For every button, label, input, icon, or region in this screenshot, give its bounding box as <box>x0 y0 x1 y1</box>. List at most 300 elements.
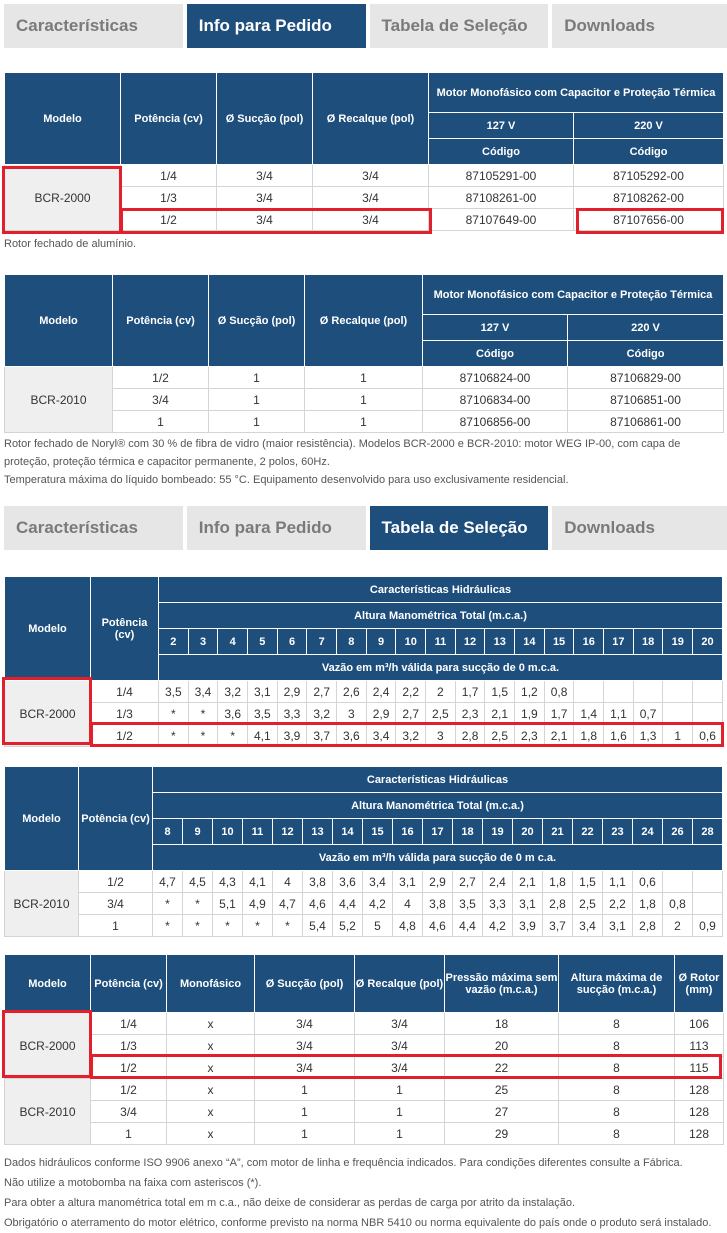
cell: 1/4 <box>91 1013 167 1035</box>
col-motor: Motor Monofásico com Capacitor e Proteção Térmica <box>429 73 724 113</box>
cell <box>693 703 723 725</box>
height-header: 26 <box>663 819 693 845</box>
cell: 1 <box>209 367 305 389</box>
col-modelo: Modelo <box>5 767 79 871</box>
height-header: 12 <box>455 629 485 655</box>
cell: 29 <box>445 1123 559 1145</box>
cell: 2,4 <box>366 681 396 703</box>
cell: 2,8 <box>633 915 663 937</box>
cell <box>574 681 604 703</box>
cell: 1,4 <box>574 703 604 725</box>
cell: x <box>167 1079 255 1101</box>
cell: 2,1 <box>485 703 515 725</box>
height-header: 11 <box>426 629 456 655</box>
height-header: 14 <box>515 629 545 655</box>
cell: 25 <box>445 1079 559 1101</box>
height-header: 18 <box>453 819 483 845</box>
col-altura: Altura Manométrica Total (m.c.a.) <box>159 603 723 629</box>
cell: * <box>183 893 213 915</box>
cell: * <box>188 703 218 725</box>
cell: 1 <box>91 1123 167 1145</box>
cell: 8 <box>559 1057 675 1079</box>
col-potencia: Potência (cv) <box>121 73 217 165</box>
cell: 3/4 <box>217 165 313 187</box>
cell <box>693 871 723 893</box>
tab-caracteristicas[interactable]: Características <box>4 506 183 550</box>
summary-col-header: Ø Sucção (pol) <box>255 955 355 1013</box>
height-header: 15 <box>544 629 574 655</box>
cell: 3,4 <box>366 725 396 747</box>
cell: 3/4 <box>255 1013 355 1035</box>
table-row <box>5 1079 724 1101</box>
col-codigo-220: Código <box>568 341 724 367</box>
cell: 20 <box>445 1035 559 1057</box>
height-header: 14 <box>333 819 363 845</box>
cell: 3/4 <box>255 1057 355 1079</box>
cell: 1,8 <box>633 893 663 915</box>
table-row <box>5 1057 724 1079</box>
cell: 1/2 <box>121 209 217 231</box>
cell: 3,4 <box>573 915 603 937</box>
height-header: 6 <box>277 629 307 655</box>
tab-caracteristicas[interactable]: Características <box>4 4 183 48</box>
cell: x <box>167 1123 255 1145</box>
cell: 8 <box>559 1101 675 1123</box>
cell: 1/3 <box>121 187 217 209</box>
cell: * <box>243 915 273 937</box>
cell: 3,5 <box>453 893 483 915</box>
summary-col-header: Ø Rotor (mm) <box>675 955 724 1013</box>
cell: 2,5 <box>573 893 603 915</box>
summary-col-header: Altura máxima de sucção (m.c.a.) <box>559 955 675 1013</box>
cell: 1/2 <box>91 1079 167 1101</box>
table-row <box>5 367 724 389</box>
height-header: 9 <box>183 819 213 845</box>
cell: 4,2 <box>483 915 513 937</box>
cell: 5,1 <box>213 893 243 915</box>
height-header: 19 <box>663 629 693 655</box>
col-altura: Altura Manométrica Total (m.c.a.) <box>153 793 723 819</box>
cell: 2,4 <box>483 871 513 893</box>
cell: x <box>167 1013 255 1035</box>
cell: 3,3 <box>483 893 513 915</box>
height-header: 8 <box>153 819 183 845</box>
cell: 8 <box>559 1013 675 1035</box>
cell: 115 <box>675 1057 724 1079</box>
cell: 1/2 <box>91 1057 167 1079</box>
cell <box>663 871 693 893</box>
height-header: 7 <box>307 629 337 655</box>
footnote: Dados hidráulicos conforme ISO 9906 anexo “A”, com motor de linha e frequência indicados. Para condições diferentes consulte a Fábrica. <box>4 1157 683 1169</box>
cell: 3/4 <box>355 1057 445 1079</box>
table-row <box>5 1013 724 1035</box>
cell: 3 <box>337 703 367 725</box>
height-header: 24 <box>633 819 663 845</box>
cell: 8 <box>559 1123 675 1145</box>
height-header: 19 <box>483 819 513 845</box>
cell: 113 <box>675 1035 724 1057</box>
cell: x <box>167 1035 255 1057</box>
cell: 87107656-00 <box>574 209 724 231</box>
tab-tabela-selecao[interactable]: Tabela de Seleção <box>370 4 549 48</box>
col-codigo-220: Código <box>574 139 724 165</box>
col-succao: Ø Sucção (pol) <box>209 275 305 367</box>
height-header: 17 <box>423 819 453 845</box>
cell: 3,6 <box>337 725 367 747</box>
table-row <box>5 165 724 187</box>
cell: 1/3 <box>91 1035 167 1057</box>
cell: 2,7 <box>307 681 337 703</box>
cell: 2,3 <box>515 725 545 747</box>
cell: 87106861-00 <box>568 411 724 433</box>
col-127v: 127 V <box>423 315 568 341</box>
cell: 87106851-00 <box>568 389 724 411</box>
cell: 4,1 <box>243 871 273 893</box>
col-caracteristicas: Características Hidráulicas <box>159 577 723 603</box>
tab-downloads[interactable]: Downloads <box>552 4 727 48</box>
height-header: 8 <box>337 629 367 655</box>
cell: * <box>159 703 189 725</box>
cell: * <box>153 915 183 937</box>
cell: 3/4 <box>79 893 153 915</box>
cell: 4,4 <box>453 915 483 937</box>
selection-table-bcr2000 <box>4 576 723 747</box>
cell: 3,6 <box>218 703 248 725</box>
cell: 3/4 <box>313 187 429 209</box>
cell: 87106829-00 <box>568 367 724 389</box>
col-220v: 220 V <box>568 315 724 341</box>
height-header: 9 <box>366 629 396 655</box>
height-header: 13 <box>303 819 333 845</box>
cell: 2,1 <box>513 871 543 893</box>
col-vazao: Vazão em m³/h válida para sucção de 0 m.c.a. <box>159 655 723 681</box>
note-rotor-noryl: Rotor fechado de Noryl® com 30 % de fibra de vidro (maior resistência). Modelos BCR-2000 e BCR-2010: motor WEG IP-00, com capa de proteção, proteção térmica e capacitor permanente, 2 polos, 60Hz. <box>4 438 681 468</box>
col-recalque: Ø Recalque (pol) <box>305 275 423 367</box>
cell <box>693 681 723 703</box>
col-caracteristicas: Características Hidráulicas <box>153 767 723 793</box>
model-cell: BCR-2000 <box>5 681 91 747</box>
cell: * <box>188 725 218 747</box>
cell: 4,2 <box>363 893 393 915</box>
cell: 1 <box>255 1079 355 1101</box>
cell: 3,1 <box>248 681 278 703</box>
col-220v: 220 V <box>574 113 724 139</box>
table-row <box>5 893 723 915</box>
cell: 2,8 <box>543 893 573 915</box>
cell: 1 <box>79 915 153 937</box>
order-table-bcr2010 <box>4 274 724 433</box>
cell: 1,2 <box>515 681 545 703</box>
cell: 1 <box>209 389 305 411</box>
cell: 1/4 <box>91 681 159 703</box>
cell: 3,7 <box>543 915 573 937</box>
cell: * <box>218 725 248 747</box>
table-row <box>5 1035 724 1057</box>
cell: 3,1 <box>513 893 543 915</box>
cell: 5 <box>363 915 393 937</box>
cell <box>633 681 663 703</box>
col-modelo: Modelo <box>5 275 113 367</box>
cell: 4,1 <box>248 725 278 747</box>
cell: 8 <box>559 1079 675 1101</box>
cell: 1 <box>305 389 423 411</box>
order-table-bcr2000 <box>4 72 724 231</box>
cell: 18 <box>445 1013 559 1035</box>
col-codigo-127: Código <box>429 139 574 165</box>
cell: 1/4 <box>121 165 217 187</box>
height-header: 5 <box>248 629 278 655</box>
table-row <box>5 1101 724 1123</box>
cell: 0,6 <box>693 725 723 747</box>
cell: 2,9 <box>423 871 453 893</box>
note-temperatura: Temperatura máxima do líquido bombeado: 55 °C. Equipamento desenvolvido para uso exclusivamente residencial. <box>4 474 569 486</box>
table-row <box>5 681 723 703</box>
cell: * <box>183 915 213 937</box>
cell: 0,9 <box>693 915 723 937</box>
cell: 4,3 <box>213 871 243 893</box>
height-header: 2 <box>159 629 189 655</box>
height-header: 21 <box>543 819 573 845</box>
cell: 3/4 <box>355 1035 445 1057</box>
col-codigo-127: Código <box>423 341 568 367</box>
mid-tab-bar <box>0 506 727 550</box>
cell: 128 <box>675 1123 724 1145</box>
cell <box>604 681 634 703</box>
cell: 1,7 <box>455 681 485 703</box>
cell: 3,8 <box>423 893 453 915</box>
note-rotor-aluminio: Rotor fechado de alumínio. <box>4 238 137 250</box>
col-potencia: Potência (cv) <box>113 275 209 367</box>
cell: 5,4 <box>303 915 333 937</box>
table-row <box>5 411 724 433</box>
cell: 87108261-00 <box>429 187 574 209</box>
cell: 87105292-00 <box>574 165 724 187</box>
model-cell: BCR-2010 <box>5 871 79 937</box>
cell: 1 <box>255 1101 355 1123</box>
summary-col-header: Modelo <box>5 955 91 1013</box>
height-header: 15 <box>363 819 393 845</box>
model-cell: BCR-2010 <box>5 1079 91 1145</box>
height-header: 12 <box>273 819 303 845</box>
cell: 3,5 <box>248 703 278 725</box>
cell: 2,7 <box>396 703 426 725</box>
cell: 1 <box>355 1101 445 1123</box>
cell: 87106856-00 <box>423 411 568 433</box>
cell: 3,9 <box>513 915 543 937</box>
cell: 3,2 <box>218 681 248 703</box>
col-motor: Motor Monofásico com Capacitor e Proteção Térmica <box>423 275 724 315</box>
tab-info-pedido[interactable]: Info para Pedido <box>187 4 366 48</box>
cell: 1 <box>663 725 693 747</box>
cell: 2,7 <box>453 871 483 893</box>
cell: 3,2 <box>307 703 337 725</box>
cell: 4,6 <box>423 915 453 937</box>
height-header: 16 <box>574 629 604 655</box>
summary-col-header: Pressão máxima sem vazão (m.c.a.) <box>445 955 559 1013</box>
height-header: 22 <box>573 819 603 845</box>
tab-tabela-selecao[interactable]: Tabela de Seleção <box>370 506 549 550</box>
height-header: 10 <box>396 629 426 655</box>
cell: 2,9 <box>277 681 307 703</box>
cell: 4,5 <box>183 871 213 893</box>
cell: 4 <box>273 871 303 893</box>
table-row <box>5 703 723 725</box>
cell: 3,7 <box>307 725 337 747</box>
col-modelo: Modelo <box>5 577 91 681</box>
summary-col-header: Monofásico <box>167 955 255 1013</box>
cell: 3,8 <box>303 871 333 893</box>
cell: 3 <box>426 725 456 747</box>
cell: 1,8 <box>574 725 604 747</box>
cell: 2,9 <box>366 703 396 725</box>
col-vazao: Vazão em m³/h válida para sucção de 0 m c.a. <box>153 845 723 871</box>
cell: 1,8 <box>543 871 573 893</box>
cell: 1,3 <box>633 725 663 747</box>
cell: 1 <box>305 367 423 389</box>
cell: 27 <box>445 1101 559 1123</box>
cell: 3/4 <box>255 1035 355 1057</box>
height-header: 20 <box>513 819 543 845</box>
cell: 87105291-00 <box>429 165 574 187</box>
cell: 1 <box>209 411 305 433</box>
cell: 3,3 <box>277 703 307 725</box>
cell: 2,1 <box>544 725 574 747</box>
table-row <box>5 725 723 747</box>
height-header: 13 <box>485 629 515 655</box>
cell: 4,7 <box>273 893 303 915</box>
height-header: 23 <box>603 819 633 845</box>
cell: 4,9 <box>243 893 273 915</box>
cell: 8 <box>559 1035 675 1057</box>
cell: 128 <box>675 1079 724 1101</box>
cell: 0,8 <box>663 893 693 915</box>
cell: 0,7 <box>633 703 663 725</box>
cell: 3/4 <box>355 1013 445 1035</box>
cell: 1/2 <box>79 871 153 893</box>
cell: 2,2 <box>603 893 633 915</box>
summary-col-header: Ø Recalque (pol) <box>355 955 445 1013</box>
table-row <box>5 1123 724 1145</box>
footnote: Não utilize a motobomba na faixa com asteriscos (*). <box>4 1177 262 1189</box>
cell: 22 <box>445 1057 559 1079</box>
cell: 4,4 <box>333 893 363 915</box>
cell: 3,1 <box>603 915 633 937</box>
cell: 1 <box>255 1123 355 1145</box>
cell: 1 <box>355 1123 445 1145</box>
top-tab-bar <box>0 4 727 48</box>
cell: * <box>159 725 189 747</box>
height-header: 3 <box>188 629 218 655</box>
cell: 1/3 <box>91 703 159 725</box>
cell: 3,1 <box>393 871 423 893</box>
cell: 1/2 <box>91 725 159 747</box>
cell: 2,5 <box>426 703 456 725</box>
footnote: Para obter a altura manométrica total em m c.a., não deixe de considerar as perdas de carga por atrito da instalação. <box>4 1197 576 1209</box>
cell: 3/4 <box>217 209 313 231</box>
col-modelo: Modelo <box>5 73 121 165</box>
cell: 87108262-00 <box>574 187 724 209</box>
cell: 1,5 <box>573 871 603 893</box>
cell: 3/4 <box>91 1101 167 1123</box>
cell: 87107649-00 <box>429 209 574 231</box>
table-row <box>5 389 724 411</box>
selection-table-bcr2010 <box>4 766 723 937</box>
cell: 3/4 <box>217 187 313 209</box>
cell: * <box>213 915 243 937</box>
cell: 1,9 <box>515 703 545 725</box>
tab-downloads[interactable]: Downloads <box>552 506 727 550</box>
cell: 128 <box>675 1101 724 1123</box>
cell: 2 <box>426 681 456 703</box>
model-cell: BCR-2000 <box>5 165 121 231</box>
cell: x <box>167 1101 255 1123</box>
col-potencia: Potência (cv) <box>91 577 159 681</box>
cell: 1,5 <box>485 681 515 703</box>
col-potencia: Potência (cv) <box>79 767 153 871</box>
cell <box>663 681 693 703</box>
height-header: 11 <box>243 819 273 845</box>
cell: 1 <box>113 411 209 433</box>
cell: 0,8 <box>544 681 574 703</box>
cell <box>693 893 723 915</box>
cell: 2,5 <box>485 725 515 747</box>
cell: 106 <box>675 1013 724 1035</box>
height-header: 4 <box>218 629 248 655</box>
col-succao: Ø Sucção (pol) <box>217 73 313 165</box>
cell: 3,2 <box>396 725 426 747</box>
height-header: 16 <box>393 819 423 845</box>
height-header: 20 <box>693 629 723 655</box>
height-header: 28 <box>693 819 723 845</box>
cell: 4,7 <box>153 871 183 893</box>
cell: x <box>167 1057 255 1079</box>
cell: 3,5 <box>159 681 189 703</box>
cell: 3/4 <box>313 209 429 231</box>
cell: 0,6 <box>633 871 663 893</box>
table-row <box>5 871 723 893</box>
tab-info-pedido[interactable]: Info para Pedido <box>187 506 366 550</box>
cell: 2,8 <box>455 725 485 747</box>
summary-table <box>4 954 724 1145</box>
height-header: 10 <box>213 819 243 845</box>
model-cell: BCR-2000 <box>5 1013 91 1079</box>
model-cell: BCR-2010 <box>5 367 113 433</box>
cell: 3,4 <box>363 871 393 893</box>
cell: * <box>153 893 183 915</box>
cell: 1,1 <box>604 703 634 725</box>
footnote: Obrigatório o aterramento do motor elétrico, conforme previsto na norma NBR 5410 ou norma equivalente do país onde o produto será instalado. <box>4 1217 712 1229</box>
cell: 3,4 <box>188 681 218 703</box>
footnotes <box>0 1153 724 1233</box>
cell: 1/2 <box>113 367 209 389</box>
height-header: 18 <box>633 629 663 655</box>
table-row <box>5 915 723 937</box>
cell: 2,2 <box>396 681 426 703</box>
cell <box>663 703 693 725</box>
cell: 2,6 <box>337 681 367 703</box>
cell: 4,6 <box>303 893 333 915</box>
cell: 1 <box>355 1079 445 1101</box>
cell: * <box>273 915 303 937</box>
cell: 3,9 <box>277 725 307 747</box>
height-header: 17 <box>604 629 634 655</box>
cell: 1,7 <box>544 703 574 725</box>
cell: 3/4 <box>313 165 429 187</box>
cell: 87106834-00 <box>423 389 568 411</box>
col-127v: 127 V <box>429 113 574 139</box>
summary-col-header: Potência (cv) <box>91 955 167 1013</box>
col-recalque: Ø Recalque (pol) <box>313 73 429 165</box>
